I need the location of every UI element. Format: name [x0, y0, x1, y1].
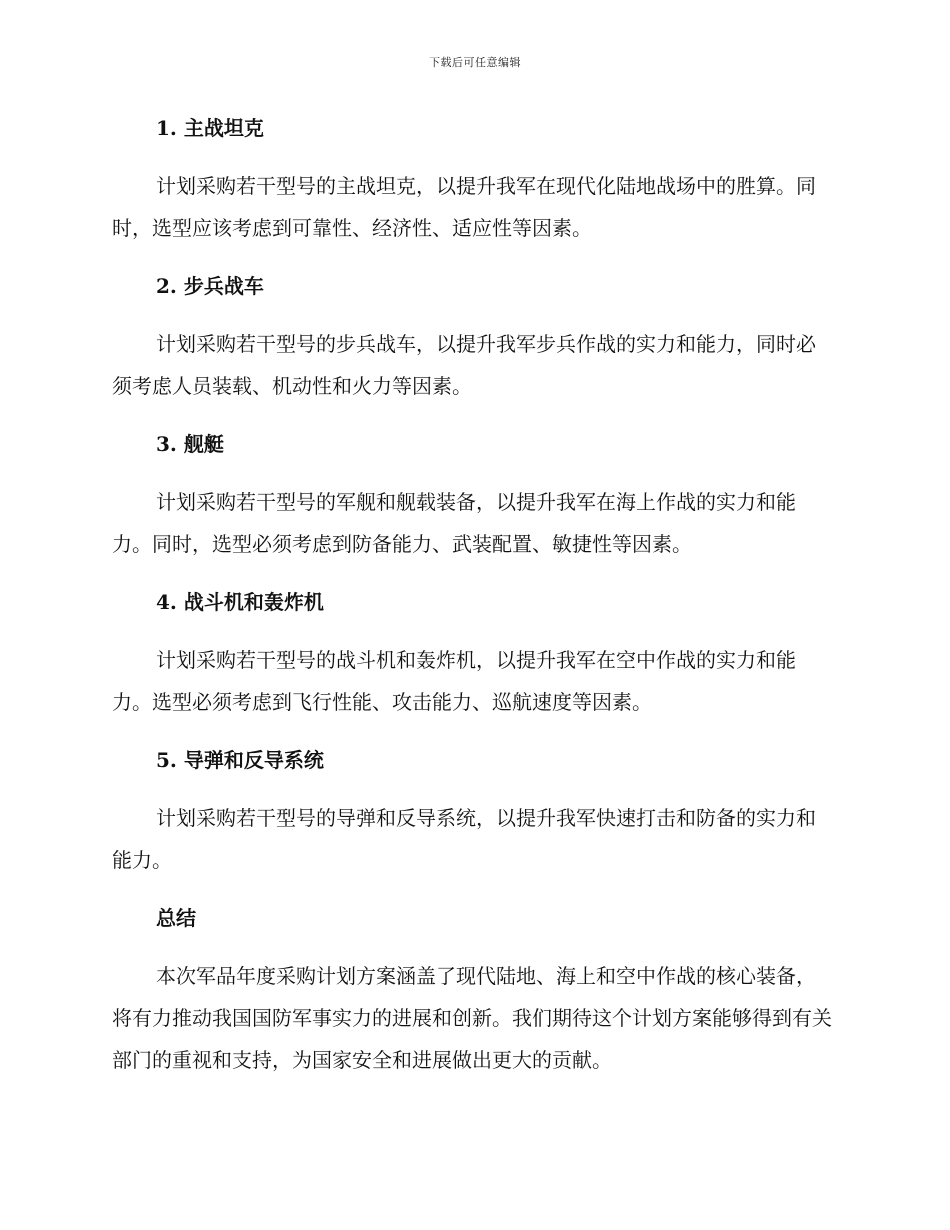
section-heading: 5. 导弹和反导系统 — [156, 748, 324, 772]
section-summary — [112, 902, 832, 1081]
section-missiles — [112, 744, 832, 902]
section-fighters-bombers — [112, 586, 832, 744]
page-header: 下载后可任意编辑 — [429, 56, 521, 69]
section-heading: 总结 — [156, 906, 196, 930]
section-paragraph: 计划采购若干型号的导弹和反导系统，以提升我军快速打击和防备的实力和能力。 — [112, 806, 816, 872]
section-infantry-fighting-vehicle — [112, 270, 832, 428]
section-paragraph: 本次军品年度采购计划方案涵盖了现代陆地、海上和空中作战的核心装备，将有力推动我国国防军事实力的进展和创新。我们期待这个计划方案能够得到有关部门的重视和支持，为国家安全和进展做出更大的贡献。 — [112, 964, 832, 1072]
section-paragraph: 计划采购若干型号的战斗机和轰炸机，以提升我军在空中作战的实力和能力。选型必须考虑到飞行性能、攻击能力、巡航速度等因素。 — [112, 648, 796, 714]
section-main-battle-tank — [112, 112, 832, 270]
section-heading: 1. 主战坦克 — [156, 116, 264, 140]
document-body — [112, 112, 832, 1081]
section-paragraph: 计划采购若干型号的军舰和舰载装备，以提升我军在海上作战的实力和能力。同时，选型必须考虑到防备能力、武装配置、敏捷性等因素。 — [112, 490, 796, 556]
section-vessels — [112, 428, 832, 586]
section-paragraph: 计划采购若干型号的步兵战车，以提升我军步兵作战的实力和能力，同时必须考虑人员装载、机动性和火力等因素。 — [112, 332, 816, 398]
section-paragraph: 计划采购若干型号的主战坦克，以提升我军在现代化陆地战场中的胜算。同时，选型应该考虑到可靠性、经济性、适应性等因素。 — [112, 174, 816, 240]
section-heading: 2. 步兵战车 — [156, 274, 264, 298]
section-heading: 3. 舰艇 — [156, 432, 224, 456]
section-heading: 4. 战斗机和轰炸机 — [156, 590, 324, 614]
